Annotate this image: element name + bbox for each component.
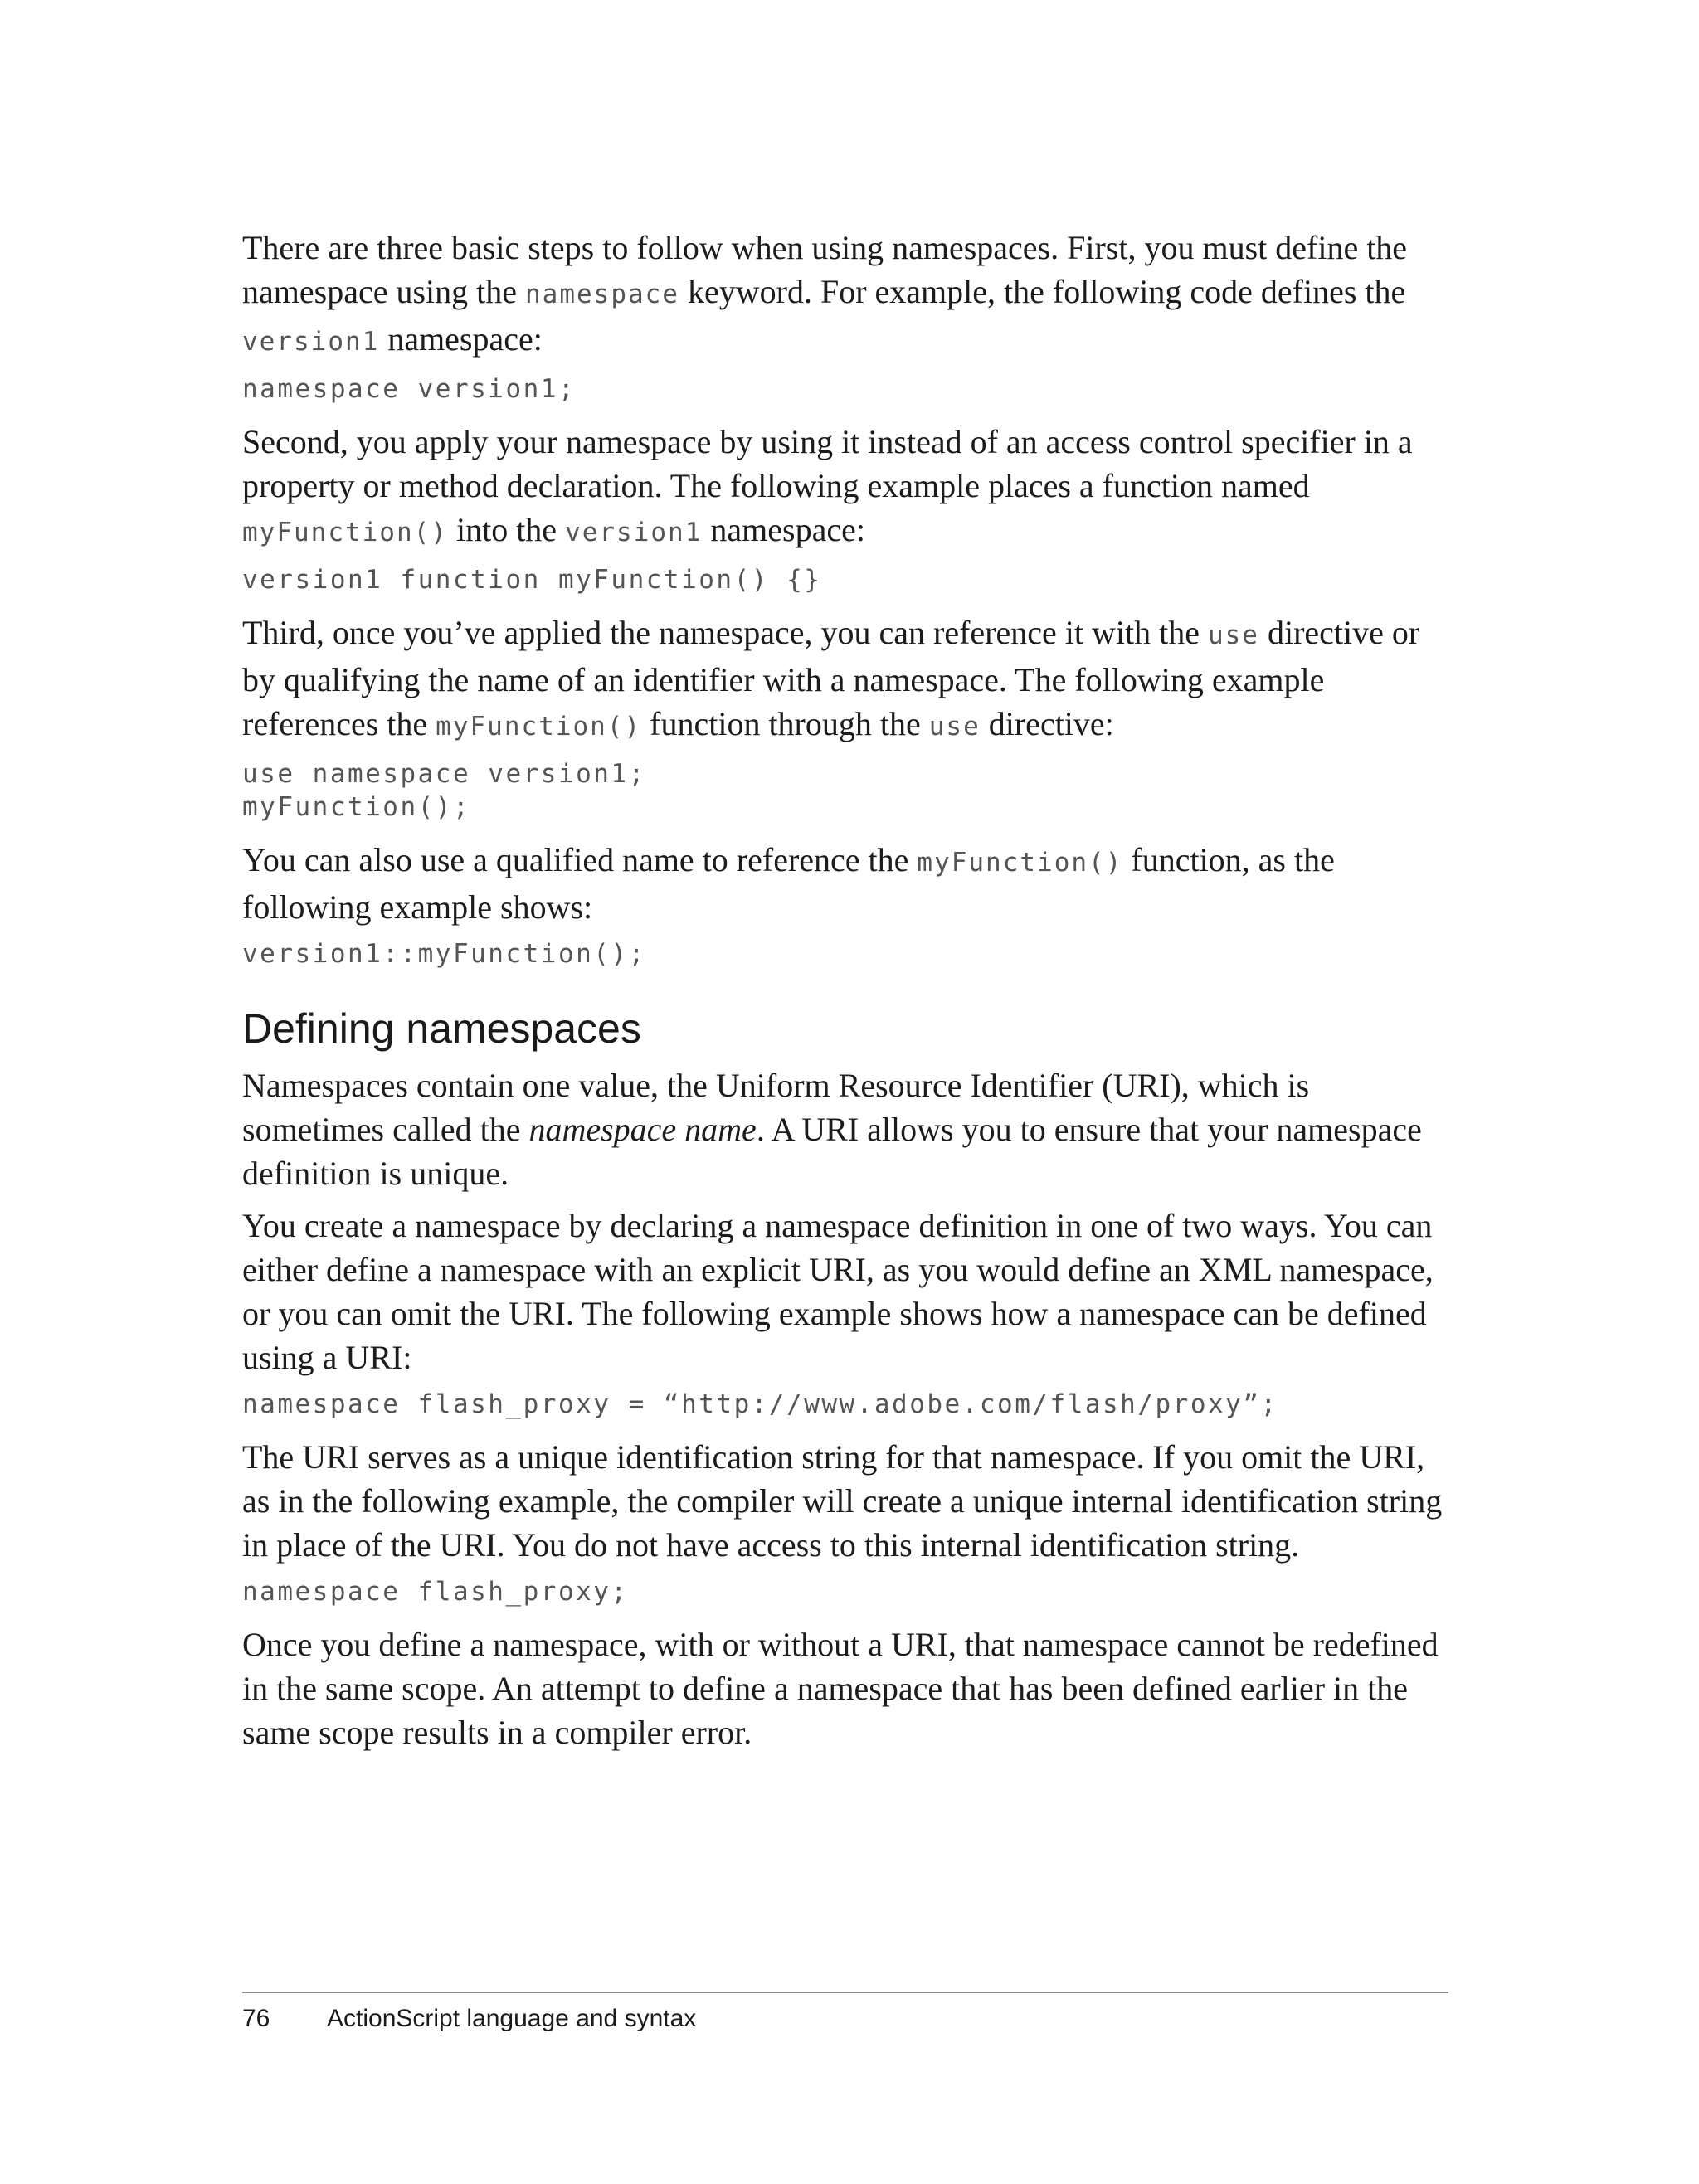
inline-code: namespace (525, 280, 679, 309)
emphasis-text: namespace name (528, 1111, 757, 1148)
text: You can also use a qualified name to reference the (242, 841, 918, 878)
section-paragraph-4: Once you define a namespace, with or without a URI, that namespace cannot be redefined in the same scope. An attempt to define a namespace that has been defined earlier in the same scope results in a compiler error. (242, 1626, 1439, 1751)
text: function through the (641, 705, 929, 742)
code-block: version1::myFunction(); (242, 939, 646, 969)
section-heading: Defining namespaces (242, 1005, 641, 1052)
text: namespace: (379, 320, 543, 358)
text: directive or by qualifying the name of an identifier with a namespace. The following example references the (242, 614, 1420, 742)
intro-paragraph-3 (242, 610, 1447, 749)
section-paragraph-3: The URI serves as a unique identification string for that namespace. If you omit the URI, as in the following example, the compiler will create a unique internal identification string in place of the URI. You do not have access to this internal identification string. (242, 1438, 1443, 1564)
inline-code: use (1207, 620, 1259, 650)
text: Third, once you’ve applied the namespace, you can reference it with the (242, 614, 1208, 651)
intro-paragraph-4 (242, 838, 1447, 929)
text: namespace: (702, 511, 865, 548)
text: Namespaces contain one value, the Uniform Resource Identifier (URI), which is sometimes called the (242, 1067, 1310, 1148)
page-body (242, 226, 1447, 1763)
chapter-title: ActionScript language and syntax (327, 2005, 697, 2032)
text: . A URI allows you to ensure that your namespace definition is unique. (242, 1111, 1422, 1192)
text: directive: (980, 705, 1114, 742)
inline-code: version1 (242, 327, 380, 357)
intro-paragraph-2 (242, 420, 1447, 555)
text: function, as the following example shows: (242, 841, 1335, 926)
code-block: namespace version1; (242, 374, 577, 404)
page-number: 76 (242, 2005, 270, 2032)
code-block: version1 function myFunction() {} (242, 565, 822, 595)
text: Second, you apply your namespace by using it instead of an access control specifier in a property or method declaration. The following example places a function named (242, 423, 1413, 504)
page-footer (242, 2004, 696, 2034)
section-paragraph-2: You create a namespace by declaring a namespace definition in one of two ways. You can either define a namespace with an explicit URI, as you would define an XML namespace, or you can omit the URI. The following example shows how a namespace can be defined using a URI: (242, 1207, 1434, 1376)
inline-code: myFunction() (436, 712, 642, 742)
code-block: namespace flash_proxy = “http://www.adobe.com/flash/proxy”; (242, 1389, 1278, 1419)
inline-code: use (928, 712, 981, 742)
inline-code: version1 (565, 518, 703, 547)
text: keyword. For example, the following code defines the (679, 273, 1406, 310)
code-block: namespace flash_proxy; (242, 1577, 629, 1607)
intro-paragraph-1 (242, 226, 1447, 364)
code-block: use namespace version1; myFunction(); (242, 759, 646, 822)
inline-code: myFunction() (242, 518, 448, 547)
inline-code: myFunction() (917, 848, 1123, 878)
footer-divider (242, 1992, 1448, 1993)
text: into the (447, 511, 566, 548)
section-paragraph-1 (242, 1063, 1447, 1195)
text: There are three basic steps to follow when using namespaces. First, you must define the namespace using the (242, 229, 1408, 310)
